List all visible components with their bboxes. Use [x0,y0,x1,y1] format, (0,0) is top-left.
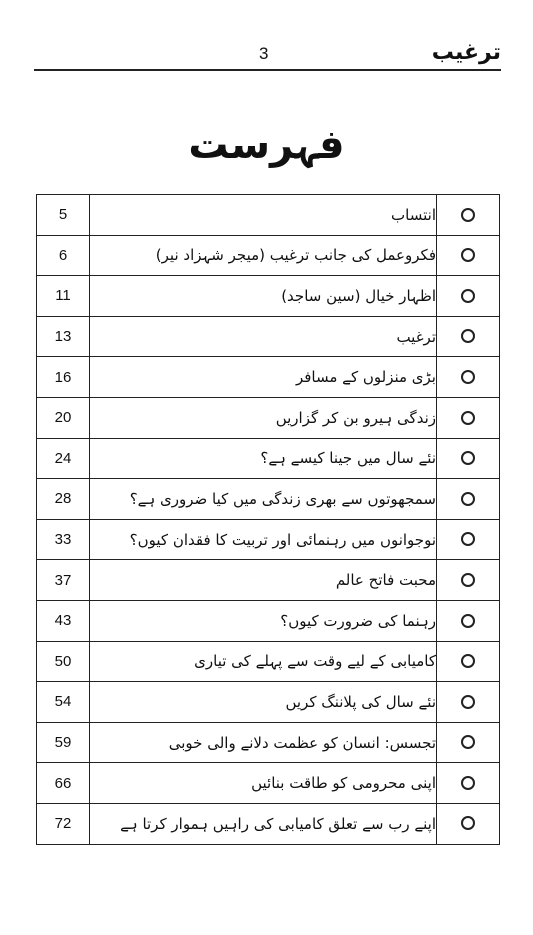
toc-page-number: 6 [37,235,90,276]
circle-bullet-icon [461,411,475,425]
toc-page-number: 20 [37,397,90,438]
circle-bullet-icon [461,532,475,546]
toc-row [37,763,500,804]
circle-bullet-icon [461,573,475,587]
toc-entry-title: زندگی ہیرو بن کر گزاریں [90,397,437,438]
circle-bullet-icon [461,492,475,506]
toc-entry-title: رہنما کی ضرورت کیوں؟ [90,600,437,641]
toc-bullet-cell [437,357,500,398]
toc-bullet-cell [437,722,500,763]
toc-page-number: 11 [37,276,90,317]
circle-bullet-icon [461,289,475,303]
page-header [0,0,533,72]
toc-row [37,519,500,560]
toc-entry-title: نئے سال کی پلاننگ کریں [90,682,437,723]
toc-row [37,195,500,236]
table-of-contents [36,194,500,845]
toc-entry-title: نئے سال میں جینا کیسے ہے؟ [90,438,437,479]
toc-page-number: 72 [37,803,90,844]
circle-bullet-icon [461,614,475,628]
page-number: 3 [259,44,269,63]
toc-entry-title: محبت فاتح عالم [90,560,437,601]
toc-bullet-cell [437,479,500,520]
toc-entry-title: کامیابی کے لیے وقت سے پہلے کی تیاری [90,641,437,682]
toc-row [37,357,500,398]
toc-page-number: 37 [37,560,90,601]
toc-entry-title: فکروعمل کی جانب ترغیب (میجر شہزاد نیر) [90,235,437,276]
circle-bullet-icon [461,816,475,830]
toc-bullet-cell [437,682,500,723]
circle-bullet-icon [461,654,475,668]
circle-bullet-icon [461,735,475,749]
circle-bullet-icon [461,329,475,343]
toc-row [37,479,500,520]
toc-bullet-cell [437,560,500,601]
running-title: ترغیب [431,40,501,65]
toc-page-number: 50 [37,641,90,682]
toc-page-number: 5 [37,195,90,236]
toc-entry-title: سمجھوتوں سے بھری زندگی میں کیا ضروری ہے؟ [90,479,437,520]
toc-row [37,235,500,276]
toc-entry-title: نوجوانوں میں رہنمائی اور تربیت کا فقدان کیوں؟ [90,519,437,560]
toc-page-number: 66 [37,763,90,804]
contents-heading: فہرست [188,122,345,168]
toc-bullet-cell [437,519,500,560]
toc-row [37,438,500,479]
toc-entry-title: اپنے رب سے تعلق کامیابی کی راہیں ہموار کرتا ہے [90,803,437,844]
toc-row [37,560,500,601]
toc-entry-title: انتساب [90,195,437,236]
toc-page-number: 16 [37,357,90,398]
toc-page-number: 43 [37,600,90,641]
toc-bullet-cell [437,763,500,804]
toc-entry-title: اپنی محرومی کو طاقت بنائیں [90,763,437,804]
toc-page-number: 33 [37,519,90,560]
toc-entry-title: ترغیب [90,316,437,357]
toc-bullet-cell [437,803,500,844]
toc-bullet-cell [437,438,500,479]
circle-bullet-icon [461,451,475,465]
toc-body [37,195,500,845]
toc-bullet-cell [437,195,500,236]
toc-page-number: 13 [37,316,90,357]
circle-bullet-icon [461,695,475,709]
toc-bullet-cell [437,276,500,317]
toc-row [37,276,500,317]
toc-bullet-cell [437,397,500,438]
toc-entry-title: تجسس: انسان کو عظمت دلانے والی خوبی [90,722,437,763]
toc-page-number: 24 [37,438,90,479]
circle-bullet-icon [461,208,475,222]
toc-bullet-cell [437,316,500,357]
circle-bullet-icon [461,248,475,262]
toc-entry-title: اظہار خیال (سین ساجد) [90,276,437,317]
toc-row [37,803,500,844]
toc-row [37,316,500,357]
toc-bullet-cell [437,235,500,276]
toc-row [37,682,500,723]
toc-row [37,600,500,641]
toc-entry-title: بڑی منزلوں کے مسافر [90,357,437,398]
toc-page-number: 54 [37,682,90,723]
circle-bullet-icon [461,776,475,790]
toc-row [37,722,500,763]
toc-page-number: 59 [37,722,90,763]
circle-bullet-icon [461,370,475,384]
toc-bullet-cell [437,600,500,641]
toc-row [37,397,500,438]
toc-page-number: 28 [37,479,90,520]
header-divider [34,69,501,71]
toc-row [37,641,500,682]
toc-bullet-cell [437,641,500,682]
